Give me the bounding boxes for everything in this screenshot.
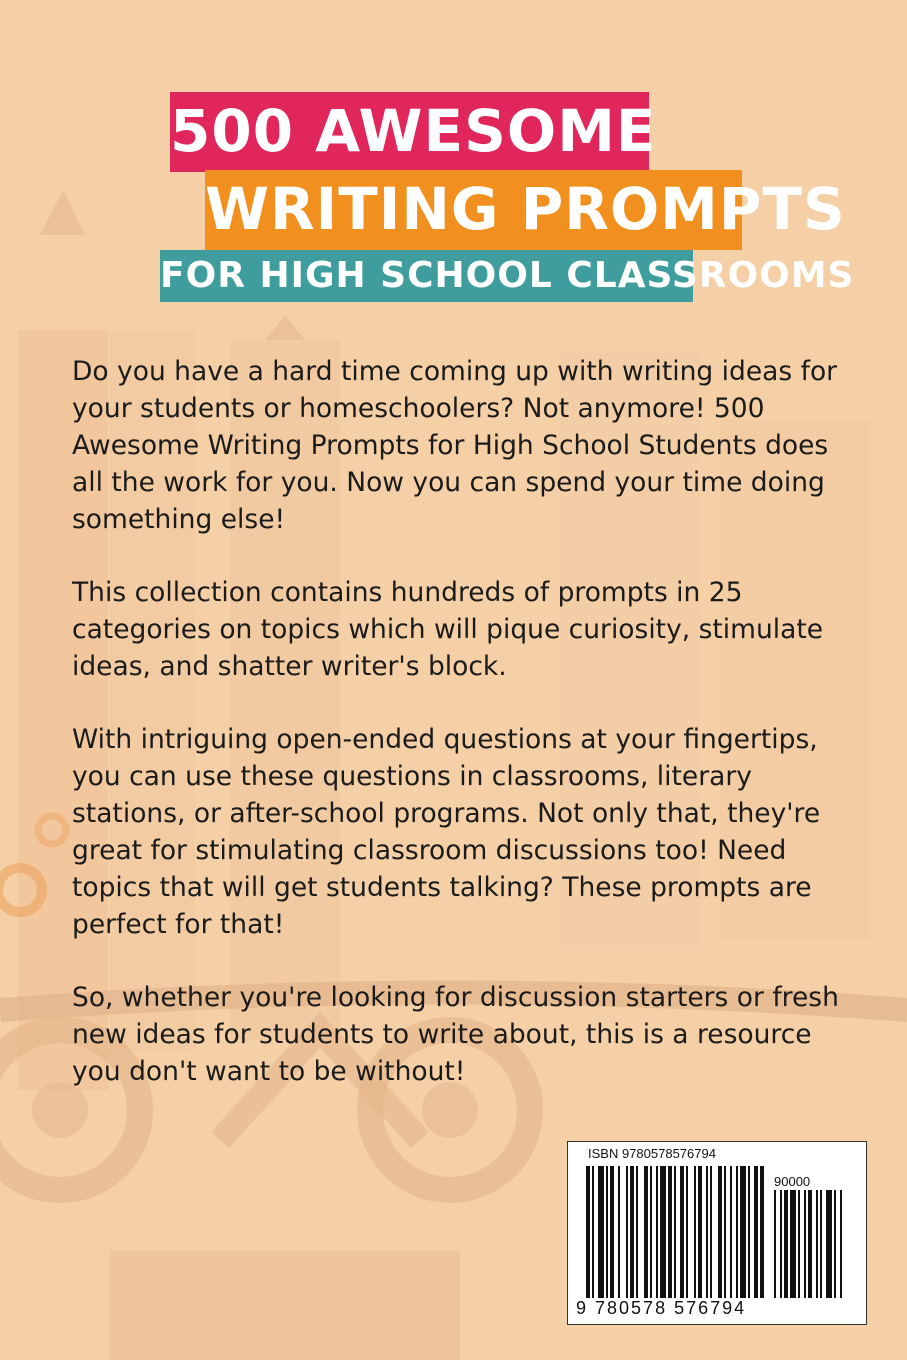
barcode-bar [760, 1166, 764, 1298]
barcode-bar [610, 1166, 614, 1298]
barcode-bar [808, 1190, 812, 1298]
barcode-bar [592, 1166, 594, 1298]
blurb-paragraph: With intriguing open-ended questions at your fingertips, you can use these questions in classrooms, literary stations, or after-school programs. Not only that, they're great for stimulating classroom discussions too! Need topics that will get students talking? These prompts are perfect for that! [72, 724, 821, 940]
title-line-1: 500 AWESOME [170, 92, 649, 172]
barcode-bar [840, 1190, 842, 1298]
barcode-bar [748, 1166, 750, 1298]
barcode-bar [686, 1166, 688, 1298]
barcode-bar [774, 1190, 776, 1298]
barcode-bar [706, 1166, 708, 1298]
barcode-bar [780, 1190, 782, 1298]
barcode-bar [724, 1166, 726, 1298]
barcode-bar [606, 1166, 608, 1298]
barcode-bar [784, 1190, 788, 1298]
barcode-bar [660, 1166, 666, 1298]
barcode-bars [568, 1142, 866, 1324]
barcode-bar [820, 1190, 822, 1298]
pencil-tip-shape [40, 190, 85, 235]
isbn-digits: 9 780578 576794 [576, 1298, 747, 1318]
pencil-tip-shape [265, 315, 305, 340]
title-line-2: WRITING PROMPTS [205, 170, 742, 250]
barcode-bar [630, 1166, 634, 1298]
barcode-bar [754, 1166, 758, 1298]
back-cover-blurb [72, 353, 852, 1126]
barcode-bar [656, 1166, 658, 1298]
price-code: 90000 [774, 1174, 811, 1189]
blurb-paragraph: This collection contains hundreds of prompts in 25 categories on topics which will pique curiosity, stimulate ideas, and shatter writer's block. [72, 577, 824, 682]
barcode-bar [826, 1190, 832, 1298]
barcode-bar [804, 1190, 806, 1298]
barcode-bar [618, 1166, 620, 1298]
desk-shape [110, 1250, 460, 1360]
barcode-bar [834, 1190, 836, 1298]
barcode-bar [586, 1166, 590, 1298]
barcode-bar [668, 1166, 672, 1298]
blurb-paragraph: So, whether you're looking for discussion starters or fresh new ideas for students to write about, this is a resource you don't want to be without! [72, 982, 839, 1087]
barcode-bar [626, 1166, 628, 1298]
barcode-bar [736, 1166, 738, 1298]
title-line-3: FOR HIGH SCHOOL CLASSROOMS [160, 250, 693, 302]
blurb-paragraph: Do you have a hard time coming up with writing ideas for your students or homeschoolers? Not anymore! 500 Awesome Writing Prompts for High School Students does all the work for you. Now you can spend your time doing something else! [72, 356, 838, 535]
isbn-barcode-box [567, 1141, 867, 1325]
barcode-bar [694, 1166, 696, 1298]
barcode-bar [650, 1166, 652, 1298]
barcode-bar [790, 1190, 796, 1298]
barcode-bar [718, 1166, 722, 1298]
barcode-bar [636, 1166, 638, 1298]
barcode-bar [710, 1166, 712, 1298]
barcode-bar [644, 1166, 648, 1298]
barcode-bar [740, 1166, 746, 1298]
barcode-bar [674, 1166, 676, 1298]
barcode-bar [730, 1166, 732, 1298]
barcode-bar [798, 1190, 800, 1298]
barcode-bar [698, 1166, 702, 1298]
barcode-bar [680, 1166, 684, 1298]
isbn-label: ISBN 9780578576794 [588, 1146, 716, 1161]
barcode-bar [816, 1190, 818, 1298]
barcode-bar [598, 1166, 604, 1298]
